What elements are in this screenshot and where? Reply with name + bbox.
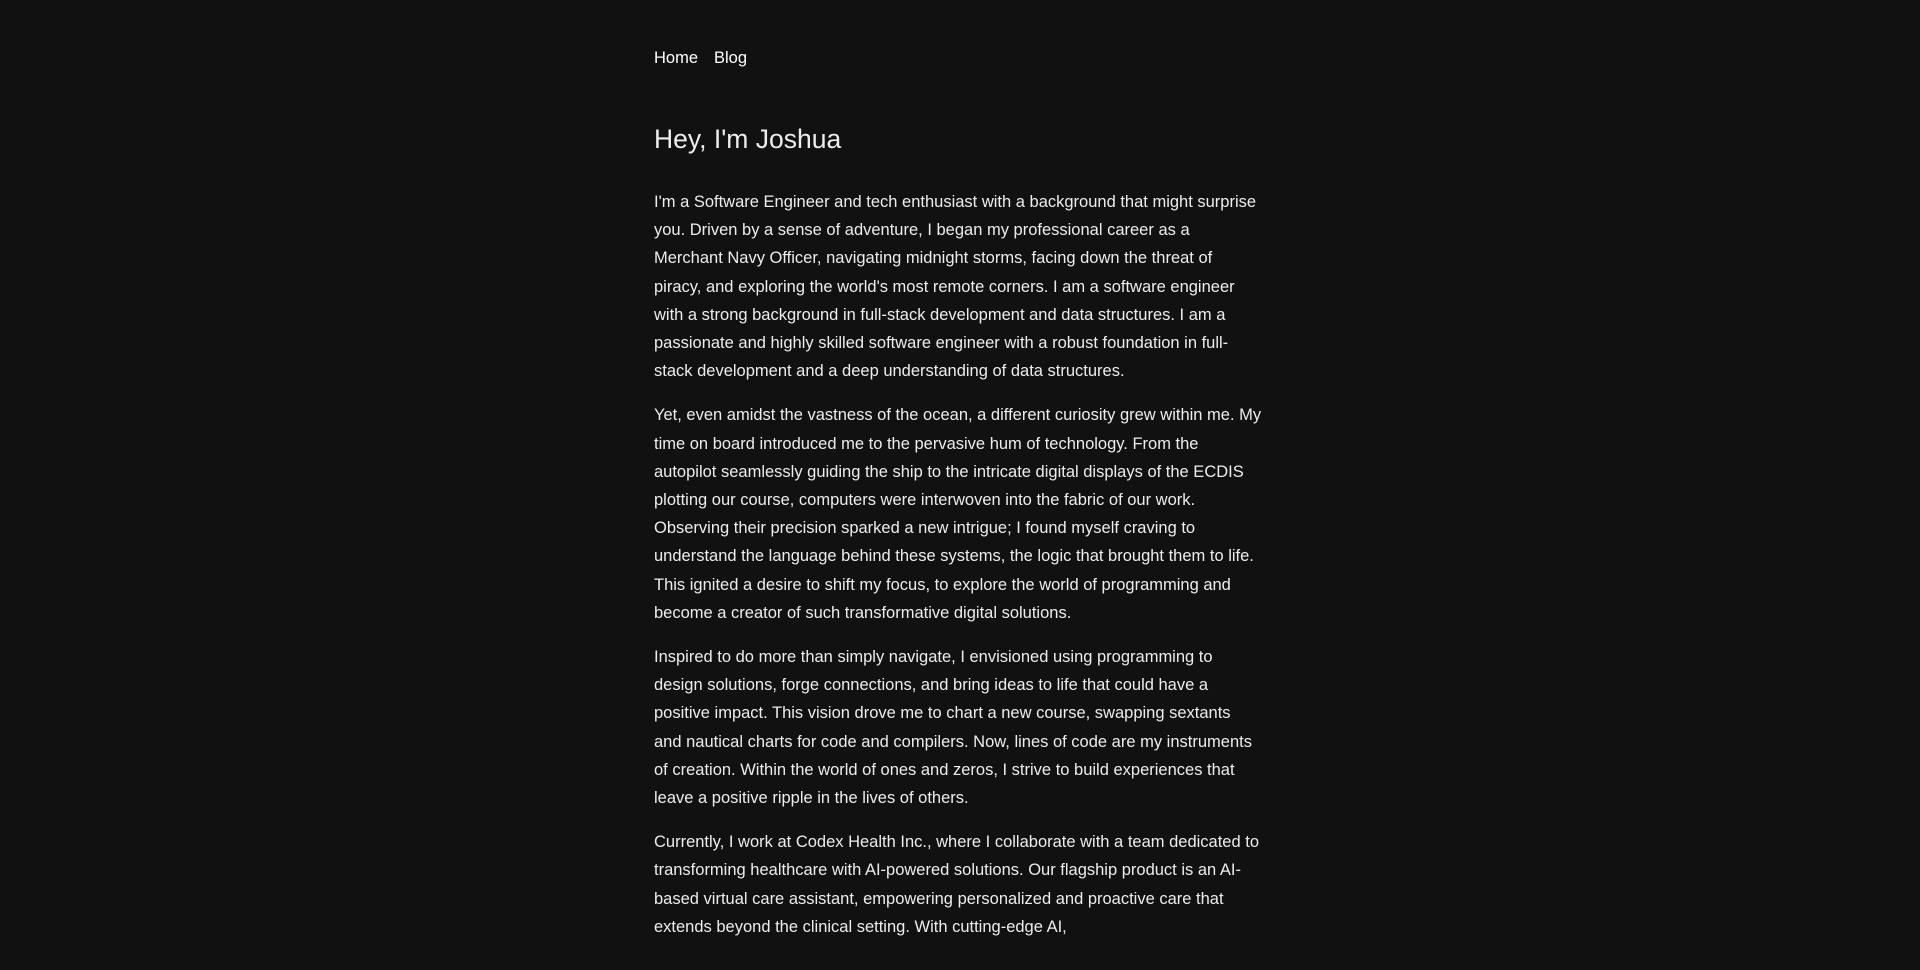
nav-link-home[interactable]: Home bbox=[654, 49, 699, 67]
about-paragraph-4: Currently, I work at Codex Health Inc., where I collaborate with a team dedicated to transforming healthcare with AI-powered solutions. Our flagship product is an AI-based virtual care assistant, empowering personalized and proactive care that extends beyond the clinical setting. With cutting-edge AI, bbox=[654, 833, 1259, 936]
nav-link-blog[interactable]: Blog bbox=[714, 49, 748, 67]
page-title: Hey, I'm Joshua bbox=[654, 124, 842, 154]
about-paragraph-2: Yet, even amidst the vastness of the ocean, a different curiosity grew within me. My time on board introduced me to the pervasive hum of technology. From the autopilot seamlessly guiding the ship to the intricate digital displays of the ECDIS plotting our course, computers were interwoven into the fabric of our work. Observing their precision sparked a new intrigue; I found myself craving to understand the language behind these systems, the logic that brought them to life. This ignited a desire to shift my focus, to explore the world of programming and become a creator of such transformative digital solutions. bbox=[654, 406, 1262, 622]
top-nav bbox=[654, 48, 747, 68]
about-paragraph-1: I'm a Software Engineer and tech enthusiast with a background that might surprise you. Driven by a sense of adventure, I began my professional career as a Merchant Navy Officer, navigating midnight storms, facing down the threat of piracy, and exploring the world's most remote corners. I am a software engineer with a strong background in full-stack development and data structures. I am a passionate and highly skilled software engineer with a robust foundation in full-stack development and a deep understanding of data structures. bbox=[654, 193, 1257, 381]
about-content bbox=[654, 188, 1262, 957]
about-paragraph-3: Inspired to do more than simply navigate, I envisioned using programming to design solutions, forge connections, and bring ideas to life that could have a positive impact. This vision drove me to chart a new course, swapping sextants and nautical charts for code and compilers. Now, lines of code are my instruments of creation. Within the world of ones and zeros, I strive to build experiences that leave a positive ripple in the lives of others. bbox=[654, 648, 1252, 808]
